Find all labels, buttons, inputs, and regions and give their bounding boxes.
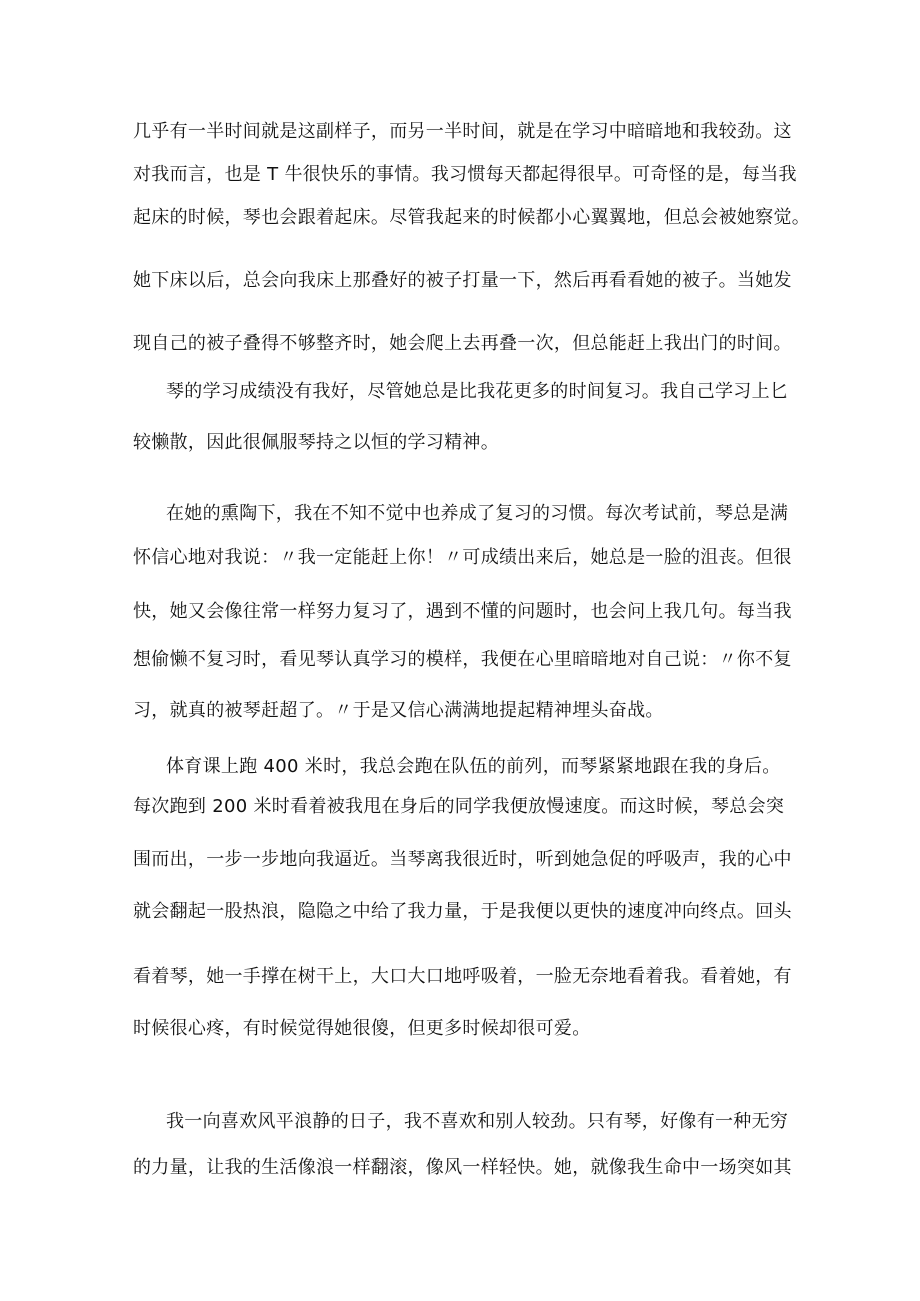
text-line: 时候很心疼，有时候觉得她很傻，但更多时候却很可爱。 — [133, 1018, 591, 1039]
text-line: 每次跑到 200 米时看着被我甩在身后的同学我便放慢速度。而这时候，琴总会突 — [133, 796, 785, 817]
text-line: 几乎有一半时间就是这副样子，而另一半时间，就是在学习中暗暗地和我较劲。这 — [133, 121, 792, 142]
text-line: 我一向喜欢风平浪静的日子，我不喜欢和别人较劲。只有琴，好像有一种无穷 — [166, 1111, 789, 1132]
text-line: 在她的熏陶下，我在不知不觉中也养成了复习的习惯。每次考试前，琴总是满 — [166, 503, 789, 524]
text-line: 的力量，让我的生活像浪一样翻滚，像风一样轻快。她，就像我生命中一场突如其 — [133, 1157, 792, 1178]
text-line: 怀信心地对我说：〃我一定能赶上你！〃可成绩出来后，她总是一脸的沮丧。但很 — [133, 547, 792, 568]
text-line: 就会翻起一股热浪，隐隐之中给了我力量，于是我便以更快的速度冲向终点。回头 — [133, 901, 792, 922]
text-line: 快，她又会像往常一样努力复习了，遇到不懂的问题时，也会问上我几句。每当我 — [133, 601, 792, 622]
text-line: 较懒散，因此很佩服琴持之以恒的学习精神。 — [133, 432, 499, 453]
text-line: 看着琴，她一手撑在树干上，大口大口地呼吸着，一脸无奈地看着我。看着她，有 — [133, 966, 792, 987]
text-line: 体育课上跑 400 米时，我总会跑在队伍的前列，而琴紧紧地跟在我的身后。 — [166, 756, 781, 777]
text-line: 琴的学习成绩没有我好，尽管她总是比我花更多的时间复习。我自己学习上匕 — [166, 381, 789, 402]
text-line: 习，就真的被琴赶超了。〃于是又信心满满地提起精神埋头奋战。 — [133, 700, 664, 721]
text-line: 围而出，一步一步地向我逼近。当琴离我很近时，听到她急促的呼吸声，我的心中 — [133, 849, 792, 870]
text-line: 想偷懒不复习时，看见琴认真学习的模样，我便在心里暗暗地对自己说：〃你不复 — [133, 649, 792, 670]
text-line: 现自己的被子叠得不够整齐时，她会爬上去再叠一次，但总能赶上我出门的时间。 — [133, 333, 792, 354]
text-line: 她下床以后，总会向我床上那叠好的被子打量一下，然后再看看她的被子。当她发 — [133, 270, 792, 291]
text-line: 对我而言，也是 T 牛很快乐的事情。我习惯每天都起得很早。可奇怪的是，每当我 — [133, 164, 797, 185]
text-line: 起床的时候，琴也会跟着起床。尽管我起来的时候都小心翼翼地，但总会被她察觉。 — [133, 207, 811, 228]
